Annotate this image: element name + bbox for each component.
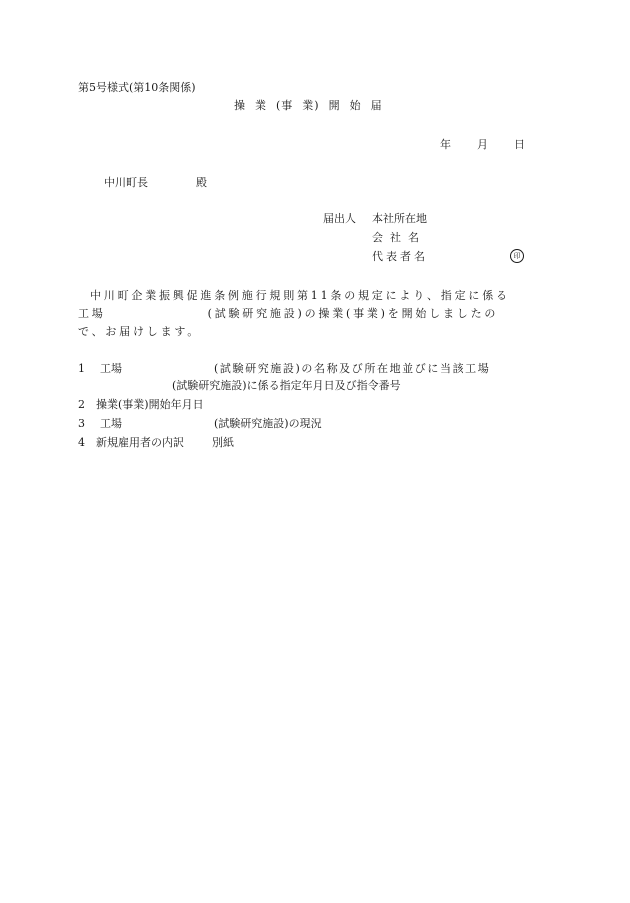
- seal-mark: 印: [510, 249, 524, 263]
- body-line: [78, 305, 550, 323]
- date-line: [440, 138, 525, 152]
- date-year-label: 年: [440, 138, 451, 151]
- title-part: 操: [234, 99, 246, 112]
- item-text: (試験研究施設)の現況: [214, 417, 322, 430]
- company-name-label: 会社名: [372, 231, 426, 244]
- item-text: 工場: [100, 417, 122, 430]
- body-line: で、お届けします。: [78, 325, 202, 338]
- title-part: 開: [328, 99, 341, 112]
- item-text: 操業(事業)開始年月日: [96, 398, 204, 411]
- title-part: 始: [349, 99, 362, 112]
- list-item: [78, 417, 322, 431]
- body-line: 中川町企業振興促進条例施行規則第11条の規定により、指定に係る: [90, 289, 510, 302]
- item-text: 工場: [100, 362, 122, 375]
- item-text: 新規雇用者の内訳: [96, 436, 184, 449]
- title-part: 届: [370, 99, 383, 112]
- item-text: (試験研究施設)の名称及び所在地並びに当該工場: [214, 362, 491, 375]
- list-item: [78, 362, 490, 376]
- date-day-label: 日: [514, 138, 525, 151]
- applicant-label: 届出人: [323, 212, 356, 225]
- list-item-continuation: (試験研究施設)に係る指定年月日及び指令番号: [172, 379, 401, 392]
- item-number: 1: [78, 362, 85, 375]
- honorific: 殿: [196, 176, 207, 189]
- title-part: (事: [276, 99, 294, 112]
- list-item: [78, 398, 204, 412]
- item-number: 4: [78, 436, 85, 449]
- item-text: 別紙: [212, 436, 234, 449]
- company-address-label: 本社所在地: [372, 212, 427, 225]
- addressee-line: [104, 176, 207, 190]
- form-number: 第5号様式(第10条関係): [78, 81, 196, 94]
- body-paragraph: [78, 287, 550, 341]
- title-part: 業: [255, 99, 267, 112]
- addressee: 中川町長: [104, 176, 148, 189]
- date-month-label: 月: [477, 138, 488, 151]
- item-number: 2: [78, 398, 85, 411]
- representative-label: 代表者名: [372, 250, 428, 263]
- title-part: 業): [302, 99, 320, 112]
- item-number: 3: [78, 417, 85, 430]
- list-item: [78, 436, 234, 450]
- document-title: [234, 99, 392, 113]
- body-factory-word: 工場: [78, 307, 106, 320]
- body-line-rest: (試験研究施設)の操業(事業)を開始しましたの: [207, 307, 499, 320]
